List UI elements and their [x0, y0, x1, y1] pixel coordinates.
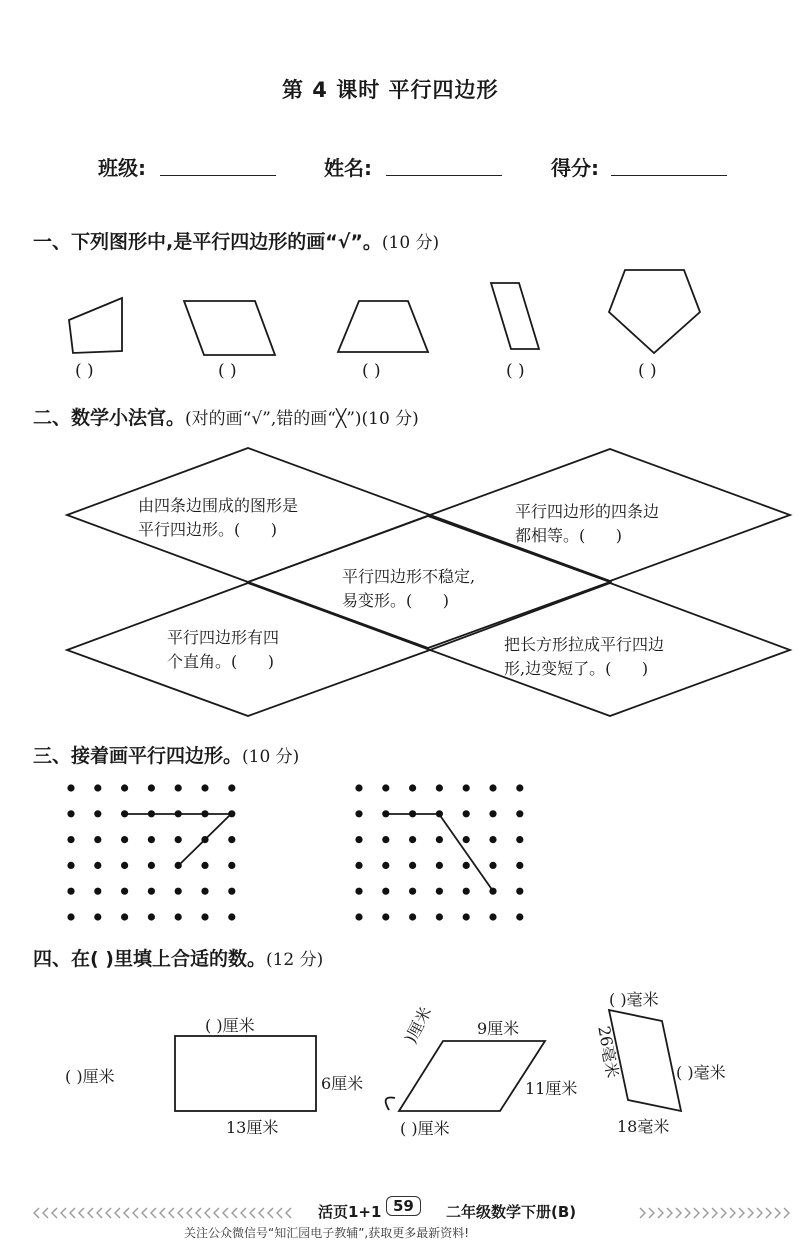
- footer-arrow: [214, 1208, 219, 1218]
- grid-dot[interactable]: [409, 836, 416, 843]
- grid-dot[interactable]: [94, 836, 101, 843]
- statement-2[interactable]: 平行四边形的四条边 都相等。( ): [515, 502, 660, 545]
- grid-dot[interactable]: [516, 836, 523, 843]
- grid-dot[interactable]: [355, 810, 362, 817]
- footer-arrow: [196, 1208, 201, 1218]
- grid-dot[interactable]: [489, 836, 496, 843]
- para2-right-blank[interactable]: ( )毫米: [676, 1063, 726, 1082]
- section4-points: (12 分): [265, 950, 324, 970]
- footer-page-number: 59: [386, 1196, 421, 1216]
- grid-dot[interactable]: [121, 784, 128, 791]
- section4-heading: [33, 944, 323, 971]
- shape-trapezoid: [338, 301, 428, 352]
- grid-dot[interactable]: [489, 862, 496, 869]
- grid-dot[interactable]: [148, 888, 155, 895]
- grid2-given-lines: [386, 814, 493, 891]
- grid-dot[interactable]: [201, 810, 208, 817]
- dot-grid-2: [355, 784, 523, 920]
- grid-dot[interactable]: [516, 784, 523, 791]
- grid-dot[interactable]: [436, 810, 443, 817]
- grid-dot[interactable]: [489, 810, 496, 817]
- grid-dot[interactable]: [382, 836, 389, 843]
- grid-dot[interactable]: [175, 836, 182, 843]
- grid-dot[interactable]: [67, 836, 74, 843]
- grid-dot[interactable]: [121, 810, 128, 817]
- footer-arrow: [52, 1208, 57, 1218]
- bracket-mark-left: [386, 1098, 395, 1111]
- footer-arrow: [703, 1208, 708, 1218]
- grid-dot[interactable]: [94, 913, 101, 920]
- grid-dot[interactable]: [148, 836, 155, 843]
- footer-arrow: [232, 1208, 237, 1218]
- grid-dot[interactable]: [228, 810, 235, 817]
- footer-arrow: [268, 1208, 273, 1218]
- footer-arrow: [694, 1208, 699, 1218]
- footer-arrow: [667, 1208, 672, 1218]
- grid-dot[interactable]: [121, 836, 128, 843]
- footer-arrow: [250, 1208, 255, 1218]
- grid-dot[interactable]: [121, 888, 128, 895]
- section1-heading-text: 一、下列图形中,是平行四边形的画“√”。: [33, 231, 382, 253]
- grid-dot[interactable]: [436, 836, 443, 843]
- rect-right-label: 6厘米: [321, 1074, 364, 1093]
- grid-dot[interactable]: [175, 888, 182, 895]
- grid-dot[interactable]: [355, 862, 362, 869]
- answer-blank-4[interactable]: ( ): [506, 361, 525, 381]
- grid-dot[interactable]: [355, 836, 362, 843]
- footer-arrow: [757, 1208, 762, 1218]
- footer-arrow: [142, 1208, 147, 1218]
- section1-points: (10 分): [381, 233, 440, 253]
- para2-bottom-label: 18毫米: [617, 1117, 670, 1136]
- grid-dot[interactable]: [121, 913, 128, 920]
- footer-arrow: [79, 1208, 84, 1218]
- footer-arrow: [43, 1208, 48, 1218]
- footer-arrow: [133, 1208, 138, 1218]
- grid-dot[interactable]: [382, 913, 389, 920]
- footer-arrow: [124, 1208, 129, 1218]
- footer-arrow: [748, 1208, 753, 1218]
- statement-3[interactable]: 平行四边形不稳定, 易变形。( ): [342, 567, 476, 610]
- section3-heading: [33, 741, 299, 768]
- rect-left-blank[interactable]: ( )厘米: [65, 1067, 115, 1086]
- footer-arrow: [241, 1208, 246, 1218]
- grid-dot[interactable]: [201, 862, 208, 869]
- grid-dot[interactable]: [489, 913, 496, 920]
- footer-arrow: [784, 1208, 789, 1218]
- footer-arrow: [676, 1208, 681, 1218]
- statement-1[interactable]: 由四条边围成的图形是 平行四边形。( ): [138, 496, 299, 539]
- grid-dot[interactable]: [355, 888, 362, 895]
- footer-arrow: [205, 1208, 210, 1218]
- grid-dot[interactable]: [94, 888, 101, 895]
- grid-dot[interactable]: [382, 888, 389, 895]
- shape-parallelogram: [184, 301, 275, 355]
- footer-arrow: [721, 1208, 726, 1218]
- name-label: 姓名:: [324, 156, 372, 180]
- footer-arrow: [649, 1208, 654, 1218]
- footer-arrow: [187, 1208, 192, 1218]
- shape-irregular-quadrilateral: [69, 298, 122, 353]
- footer-arrow: [61, 1208, 66, 1218]
- grid-dot[interactable]: [67, 888, 74, 895]
- grid-dot[interactable]: [516, 862, 523, 869]
- grid-dot[interactable]: [201, 836, 208, 843]
- dot-grid-1: [67, 784, 235, 920]
- grid-dot[interactable]: [463, 913, 470, 920]
- section2-heading: [33, 403, 419, 430]
- grid-dot[interactable]: [436, 862, 443, 869]
- grid-dot[interactable]: [463, 836, 470, 843]
- grid-dot[interactable]: [463, 888, 470, 895]
- footer-arrows-left: [34, 1208, 291, 1218]
- footer-arrow: [685, 1208, 690, 1218]
- footer-arrow: [658, 1208, 663, 1218]
- grid-dot[interactable]: [94, 810, 101, 817]
- grid-dot[interactable]: [67, 862, 74, 869]
- footer-arrow: [106, 1208, 111, 1218]
- footer-arrow: [640, 1208, 645, 1218]
- para1-top-label: 9厘米: [477, 1019, 520, 1038]
- footer-arrow: [169, 1208, 174, 1218]
- grid-dot[interactable]: [409, 810, 416, 817]
- grid-dot[interactable]: [175, 810, 182, 817]
- grid-dot[interactable]: [121, 862, 128, 869]
- grid-dot[interactable]: [67, 784, 74, 791]
- footer-arrow: [160, 1208, 165, 1218]
- grid-dot[interactable]: [409, 784, 416, 791]
- grid-dot[interactable]: [148, 913, 155, 920]
- grid-dot[interactable]: [201, 888, 208, 895]
- statement-5[interactable]: 把长方形拉成平行四边 形,边变短了。( ): [504, 635, 665, 678]
- grid-dot[interactable]: [94, 784, 101, 791]
- grid-dot[interactable]: [148, 862, 155, 869]
- answer-blank-1[interactable]: ( ): [75, 361, 94, 381]
- grid-dot[interactable]: [436, 913, 443, 920]
- score-label: 得分:: [551, 156, 599, 180]
- parallelogram-figure-1: [399, 1041, 545, 1111]
- para2-top-blank[interactable]: ( )毫米: [609, 990, 659, 1009]
- grid-dot[interactable]: [516, 913, 523, 920]
- footer-arrow: [286, 1208, 291, 1218]
- rect-top-blank[interactable]: ( )厘米: [205, 1016, 255, 1035]
- statement-4[interactable]: 平行四边形有四 个直角。( ): [167, 628, 280, 671]
- footer-arrow: [730, 1208, 735, 1218]
- grid-dot[interactable]: [67, 913, 74, 920]
- section3-points: (10 分): [242, 747, 300, 767]
- grid-dot[interactable]: [382, 810, 389, 817]
- footer-series: 活页1+1: [318, 1203, 382, 1221]
- answer-blank-2[interactable]: ( ): [218, 361, 237, 381]
- grid-dot[interactable]: [489, 888, 496, 895]
- grid-dot[interactable]: [228, 862, 235, 869]
- grid-dot[interactable]: [409, 888, 416, 895]
- answer-blank-3[interactable]: ( ): [362, 361, 381, 381]
- section2-heading-text: 二、数学小法官。: [33, 407, 186, 429]
- shape-slanted-parallelogram: [491, 283, 539, 349]
- grid-dot[interactable]: [148, 784, 155, 791]
- footer-note: 关注公众微信号“知汇园电子教辅”,获取更多最新资料!: [184, 1226, 470, 1240]
- section2-points: (对的画“√”,错的画“╳”)(10 分): [185, 409, 419, 429]
- answer-blank-5[interactable]: ( ): [638, 361, 657, 381]
- grid-dot[interactable]: [228, 836, 235, 843]
- footer-arrow: [151, 1208, 156, 1218]
- grid-dot[interactable]: [228, 913, 235, 920]
- grid-dot[interactable]: [516, 888, 523, 895]
- para1-right-label: 11厘米: [525, 1079, 578, 1098]
- footer-arrow: [739, 1208, 744, 1218]
- grid-dot[interactable]: [463, 810, 470, 817]
- grid-dot[interactable]: [382, 784, 389, 791]
- grid-dot[interactable]: [463, 862, 470, 869]
- grid-dot[interactable]: [355, 913, 362, 920]
- grid-dot[interactable]: [175, 862, 182, 869]
- grid-dot[interactable]: [355, 784, 362, 791]
- grid-dot[interactable]: [175, 784, 182, 791]
- grid-dot[interactable]: [382, 862, 389, 869]
- footer-arrow: [178, 1208, 183, 1218]
- grid-dot[interactable]: [228, 888, 235, 895]
- footer-arrow: [766, 1208, 771, 1218]
- grid-dot[interactable]: [436, 888, 443, 895]
- footer-arrow: [775, 1208, 780, 1218]
- grid-dot[interactable]: [228, 784, 235, 791]
- footer-book: 二年级数学下册(B): [446, 1203, 577, 1221]
- footer-arrow: [115, 1208, 120, 1218]
- footer-arrow: [259, 1208, 264, 1218]
- para1-slant-blank[interactable]: )厘米: [400, 1003, 436, 1047]
- grid-dot[interactable]: [516, 810, 523, 817]
- grid-dot[interactable]: [409, 862, 416, 869]
- rect-bottom-label: 13厘米: [226, 1118, 279, 1137]
- rectangle-figure: [175, 1036, 316, 1111]
- grid-dot[interactable]: [436, 784, 443, 791]
- grid-dot[interactable]: [409, 913, 416, 920]
- grid-dot[interactable]: [94, 862, 101, 869]
- grid-dot[interactable]: [201, 913, 208, 920]
- footer-arrow: [88, 1208, 93, 1218]
- footer-arrow: [223, 1208, 228, 1218]
- footer-arrow: [34, 1208, 39, 1218]
- footer-arrows-right: [640, 1208, 789, 1218]
- section4-heading-text: 四、在( )里填上合适的数。: [33, 948, 266, 970]
- class-label: 班级:: [98, 156, 146, 180]
- grid-dot[interactable]: [489, 784, 496, 791]
- footer-arrow: [712, 1208, 717, 1218]
- para1-bottom-blank[interactable]: ( )厘米: [400, 1119, 450, 1138]
- footer-arrow: [277, 1208, 282, 1218]
- footer-arrow: [70, 1208, 75, 1218]
- para2-slant-label: 26毫米: [594, 1024, 623, 1080]
- grid-dot[interactable]: [201, 784, 208, 791]
- shape-pentagon: [609, 270, 700, 353]
- footer-arrow: [97, 1208, 102, 1218]
- grid-dot[interactable]: [463, 784, 470, 791]
- page-title: 第 4 课时 平行四边形: [282, 78, 499, 102]
- grid-dot[interactable]: [148, 810, 155, 817]
- grid-dot[interactable]: [67, 810, 74, 817]
- section3-heading-text: 三、接着画平行四边形。: [33, 745, 243, 767]
- grid-dot[interactable]: [175, 913, 182, 920]
